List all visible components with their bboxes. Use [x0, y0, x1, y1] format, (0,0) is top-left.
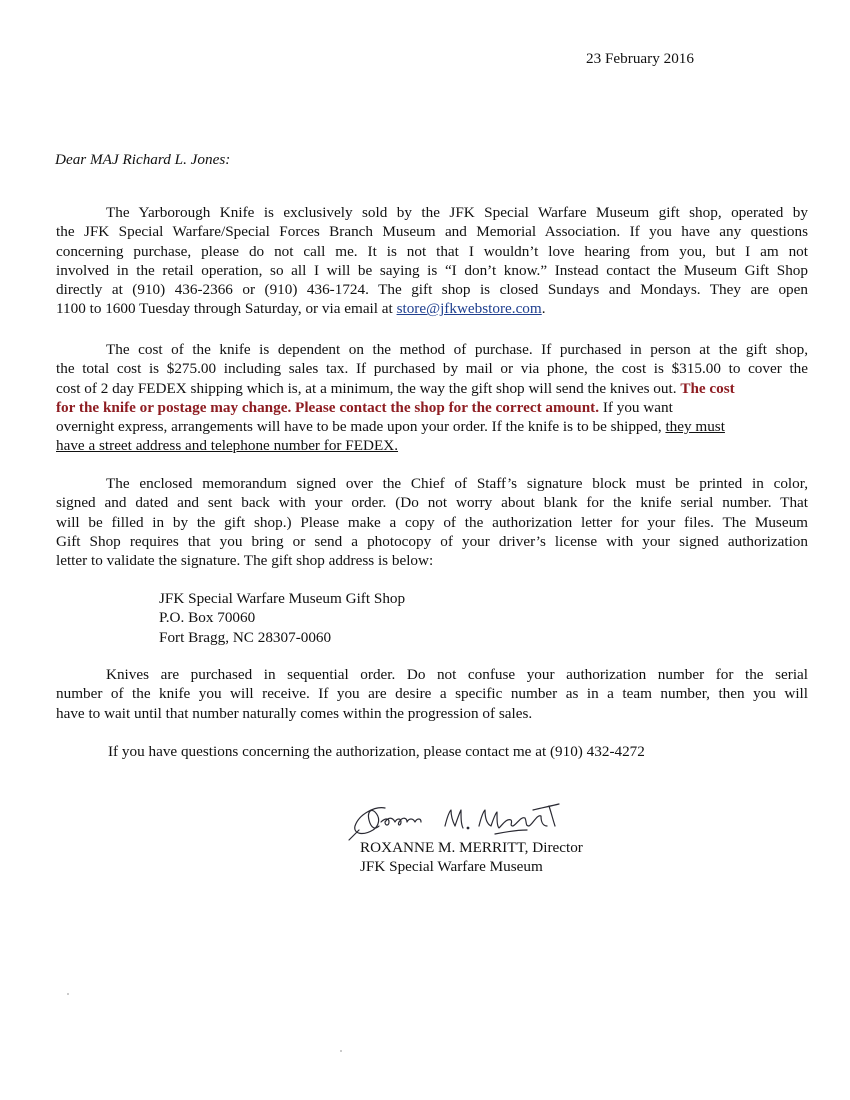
paragraph-memorandum: [56, 474, 808, 570]
text-line: The Yarborough Knife is exclusively sold by the JFK Special Warfare Museum gift shop, operated by: [106, 204, 808, 221]
scan-speck: [67, 993, 69, 995]
salutation: Dear MAJ Richard L. Jones:: [55, 151, 231, 168]
text-line: letter to validate the signature. The gift shop address is below:: [56, 552, 434, 570]
price-warning-text: The cost: [680, 379, 735, 397]
paragraph-cost: [56, 340, 808, 456]
signer-block: [360, 838, 583, 877]
text-line: Gift Shop requires that you bring or send a photocopy of your driver’s license with your signed authorization: [56, 532, 808, 550]
text-line: have to wait until that number naturally comes within the progression of sales.: [56, 704, 533, 722]
scan-speck: [340, 1050, 342, 1052]
text-segment: If you want: [599, 398, 673, 416]
text-segment: 1100 to 1600 Tuesday through Saturday, or via email at: [56, 300, 397, 318]
text-line: [56, 398, 808, 417]
closing-line: If you have questions concerning the authorization, please contact me at (910) 432-4272: [108, 743, 645, 760]
price-warning-text: for the knife or postage may change. Please contact the shop for the correct amount.: [56, 398, 600, 416]
text-line: Knives are purchased in sequential order. Do not confuse your authorization number for the serial: [106, 666, 808, 683]
text-line: The enclosed memorandum signed over the Chief of Staff’s signature block must be printed in color,: [106, 475, 808, 492]
paragraph-contact-info: [56, 203, 808, 319]
text-line: involved in the retail operation, so all I will be saying is “I don’t know.” Instead contact the Museum Gift Shop: [56, 261, 808, 279]
text-line: [56, 417, 808, 436]
text-line: the JFK Special Warfare/Special Forces Branch Museum and Memorial Association. If you have any questions: [56, 223, 808, 241]
shipping-requirement-text: they must: [665, 418, 725, 436]
paragraph-sequential-order: [56, 665, 808, 723]
text-line: [56, 299, 808, 318]
text-segment: overnight express, arrangements will have to be made upon your order. If the knife is to be shipped,: [56, 418, 666, 436]
text-segment: cost of 2 day FEDEX shipping which is, at a minimum, the way the gift shop will send the knives out.: [56, 379, 681, 397]
store-email-link[interactable]: store@jfkwebstore.com: [396, 300, 542, 318]
signer-name-title: ROXANNE M. MERRITT, Director: [360, 839, 583, 856]
text-line: [56, 436, 808, 455]
text-line: signed and dated and sent back with your order. (Do not worry about blank for the knife serial number. That: [56, 494, 808, 512]
signer-organization: JFK Special Warfare Museum: [360, 858, 543, 876]
text-line: will be filled in by the gift shop.) Please make a copy of the authorization letter for your files. The Museum: [56, 513, 808, 531]
text-segment: .: [541, 300, 546, 318]
text-line: directly at (910) 436-2366 or (910) 436-1724. The gift shop is closed Sundays and Mondays. They are open: [56, 281, 808, 299]
text-line: [56, 379, 808, 398]
letter-date: 23 February 2016: [586, 50, 694, 67]
text-line: the total cost is $275.00 including sales tax. If purchased by mail or via phone, the cost is $315.00 to cover the: [56, 360, 808, 378]
text-line: concerning purchase, please do not call me. It is not that I wouldn’t love hearing from you, but I am not: [56, 242, 808, 260]
gift-shop-address: [159, 589, 405, 647]
shipping-requirement-text: have a street address and telephone number for FEDEX.: [56, 437, 399, 455]
address-line: JFK Special Warfare Museum Gift Shop: [159, 590, 406, 607]
address-line: P.O. Box 70060: [159, 609, 256, 627]
text-line: number of the knife you will receive. If you are desire a specific number as in a team number, then you will: [56, 685, 808, 703]
text-line: The cost of the knife is dependent on the method of purchase. If purchased in person at the gift shop,: [106, 341, 808, 358]
address-line: Fort Bragg, NC 28307-0060: [159, 628, 332, 646]
